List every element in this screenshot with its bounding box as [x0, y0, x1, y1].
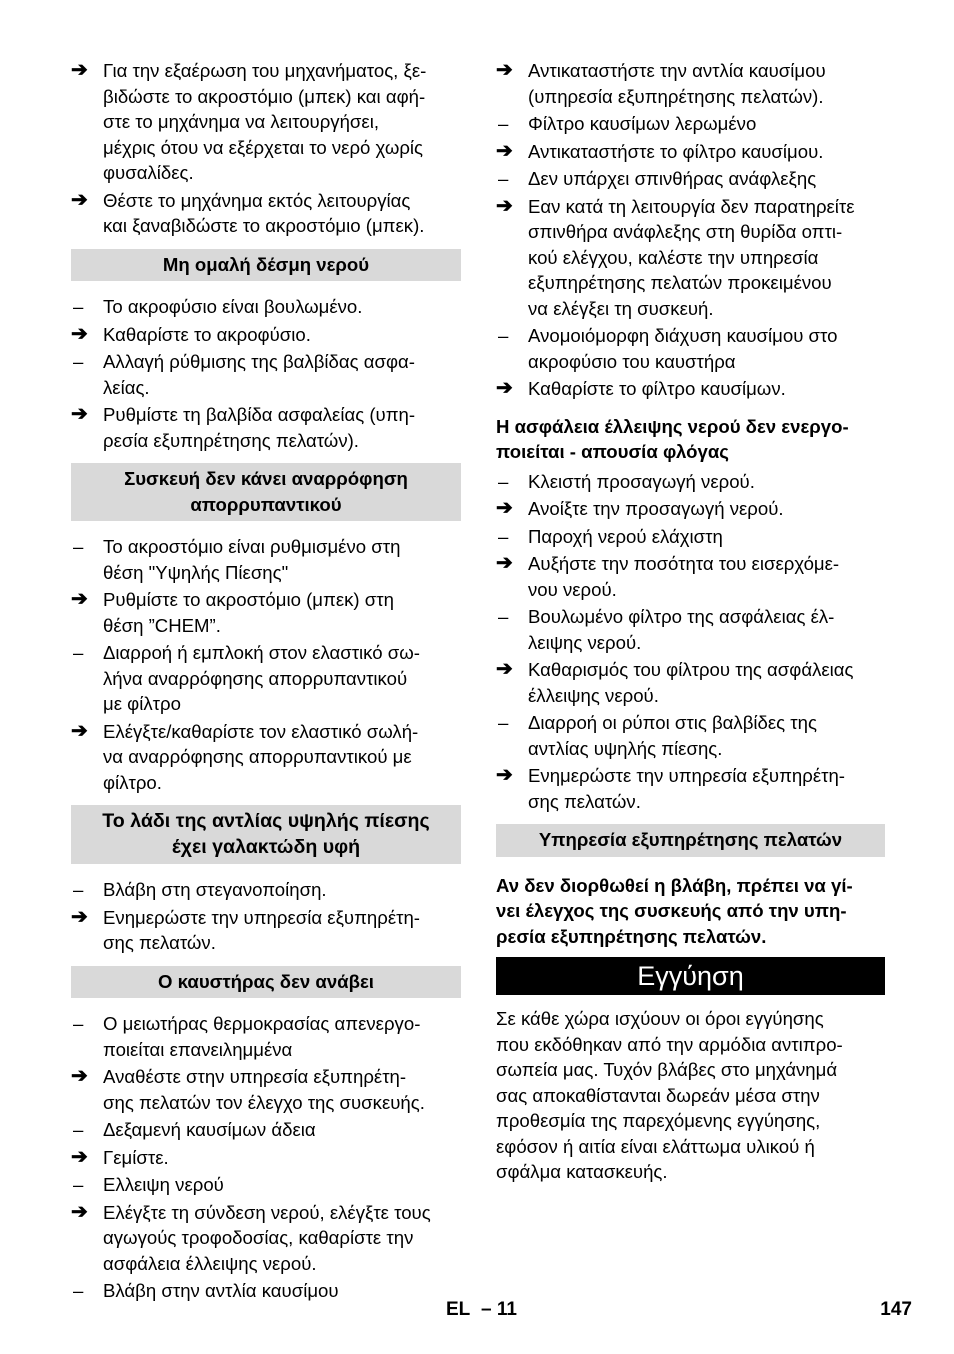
arrow-icon: ➔	[496, 139, 513, 162]
dash-bullet-icon: –	[498, 712, 509, 733]
arrow-icon: ➔	[71, 1145, 88, 1168]
item-text: Καθαρίστε το φίλτρο καυσίμων.	[528, 378, 786, 399]
item-text: Δεξαμενή καυσίμων άδεια	[103, 1119, 316, 1140]
arrow-icon: ➔	[71, 905, 88, 928]
arrow-icon: ➔	[71, 188, 88, 211]
section-heading: Συσκευή δεν κάνει αναρρόφηση απορρυπαντικού	[71, 463, 461, 521]
action-item	[496, 496, 885, 522]
item-text: Βλάβη στη στεγανοποίηση.	[103, 879, 327, 900]
footer-section-page: – 11	[481, 1299, 517, 1320]
arrow-icon: ➔	[71, 322, 88, 345]
item-text: Αντικαταστήστε την αντλία καυσίμου (υπηρεσία εξυπηρέτησης πελατών).	[528, 60, 826, 107]
arrow-icon: ➔	[496, 764, 513, 786]
fault-item	[71, 640, 461, 717]
item-text: Ελέγξτε τη σύνδεση νερού, ελέγξτε τους αγωγούς τροφοδοσίας, καθαρίστε την ασφάλεια έλλειψης νερού.	[103, 1201, 431, 1274]
section-heading: Το λάδι της αντλίας υψηλής πίεσης έχει γαλακτώδη υφή	[71, 805, 461, 864]
dash-bullet-icon: –	[498, 525, 509, 547]
left-column	[71, 58, 461, 1306]
action-item	[71, 58, 461, 186]
item-text: Ανομοιόμορφη διάχυση καυσίμου στο ακροφύσιο του καυστήρα	[528, 325, 838, 372]
item-text: Ενημερώστε την υπηρεσία εξυπηρέτη- σης πελατών.	[103, 906, 420, 953]
item-text: Θέστε το μηχάνημα εκτός λειτουργίας και ξαναβιδώστε το ακροστόμιο (μπεκ).	[103, 189, 425, 236]
item-text: Αναθέστε στην υπηρεσία εξυπηρέτη- σης πελατών τον έλεγχο της συσκευής.	[103, 1066, 425, 1113]
footer-page-number: 147	[880, 1299, 912, 1320]
dash-bullet-icon: –	[73, 1174, 84, 1195]
right-column	[496, 58, 885, 1185]
action-item	[71, 587, 461, 638]
item-text: Αυξήστε την ποσότητα του εισερχόμε- νου νερού.	[528, 553, 840, 600]
fault-item	[71, 294, 461, 320]
fault-item	[71, 1172, 461, 1198]
dash-bullet-icon: –	[73, 642, 84, 663]
section-heading: Ο καυστήρας δεν ανάβει	[71, 966, 461, 999]
item-text: Καθαρισμός του φίλτρου της ασφάλειας έλλειψης νερού.	[528, 659, 854, 706]
arrow-icon: ➔	[71, 1200, 88, 1223]
item-text: Αντικαταστήστε το φίλτρο καυσίμου.	[528, 140, 824, 162]
arrow-icon: ➔	[496, 658, 513, 680]
item-text: Αλλαγή ρύθμισης της βαλβίδας ασφα- λείας.	[103, 351, 415, 398]
arrow-icon: ➔	[496, 59, 513, 81]
item-text: Ελέγξτε/καθαρίστε τον ελαστικό σωλή- να αναρρόφησης απορρυπαντικού με φίλτρο.	[103, 720, 419, 793]
dash-bullet-icon: –	[498, 325, 509, 346]
fault-item	[496, 469, 885, 495]
arrow-icon: ➔	[71, 588, 88, 610]
fault-item	[71, 349, 461, 400]
item-text: Διαρροή ή εμπλοκή στον ελαστικό σω- λήνα αναρρόφησης απορρυπαντικού με φίλτρο	[103, 642, 420, 714]
dash-bullet-icon: –	[498, 113, 509, 134]
action-item	[71, 1064, 461, 1115]
dash-bullet-icon: –	[73, 1119, 84, 1140]
footer-language: EL	[446, 1299, 471, 1320]
item-text: Φίλτρο καυσίμων λερωμένο	[528, 113, 757, 134]
body-paragraph: Σε κάθε χώρα ισχύουν οι όροι εγγύησης που εκδόθηκαν από την αρμόδια αντιπρο- σωπεία μας. Τυχόν βλάβες στο μηχάνημά σας αποκαθίστανται δωρεάν μέσα στην προθεσμία της παρεχόμενης εγγύησης, εφόσον ή αιτία είναι ελάττωμα υλικού ή σφάλμα κατασκευής.	[496, 1008, 843, 1182]
arrow-icon: ➔	[496, 194, 513, 217]
arrow-icon: ➔	[71, 59, 88, 81]
arrow-icon: ➔	[496, 552, 513, 574]
item-text: Παροχή νερού ελάχιστη	[528, 525, 723, 547]
fault-item	[71, 1011, 461, 1062]
item-text: Ανοίξτε την προσαγωγή νερού.	[528, 498, 784, 519]
dash-bullet-icon: –	[498, 470, 509, 492]
dash-bullet-icon: –	[73, 351, 84, 372]
item-text: Για την εξαέρωση του μηχανήματος, ξε- βιδώστε το ακροστόμιο (μπεκ) και αφή- στε το μηχάνημα να λειτουργήσει, μέχρις ότου να εξέρχεται το νερό χωρίς φυσαλίδες.	[103, 60, 427, 183]
dash-bullet-icon: –	[498, 606, 509, 627]
item-text: Ο μειωτήρας θερμοκρασίας απενεργο- ποιείται επανειλημμένα	[103, 1013, 421, 1060]
action-item	[71, 719, 461, 796]
fault-item	[71, 1278, 461, 1304]
item-text: Ενημερώστε την υπηρεσία εξυπηρέτη- σης πελατών.	[528, 765, 845, 812]
fault-item	[496, 524, 885, 550]
action-item	[496, 139, 885, 165]
fault-item	[71, 877, 461, 903]
action-item	[71, 905, 461, 956]
item-text: Γεμίστε.	[103, 1146, 169, 1168]
action-item	[71, 188, 461, 239]
dash-bullet-icon: –	[73, 296, 84, 317]
section-heading: Υπηρεσία εξυπηρέτησης πελατών	[496, 824, 885, 857]
action-item	[71, 402, 461, 453]
sub-heading: Η ασφάλεια έλλειψης νερού δεν ενεργο- ποιείται - απουσία φλόγας	[496, 415, 849, 462]
fault-item	[496, 111, 885, 137]
item-text: Εαν κατά τη λειτουργία δεν παρατηρείτε σπινθήρα ανάφλεξης στη θυρίδα οπτι- κού ελέγχου, καλέστε την υπηρεσία εξυπηρέτησης πελατών προκειμένου να ελέγξει τη συσκευή.	[528, 195, 855, 319]
fault-item	[71, 1117, 461, 1143]
item-text: Δεν υπάρχει σπινθήρας ανάφλεξης	[528, 168, 817, 189]
arrow-icon: ➔	[496, 377, 513, 399]
section-title: Εγγύηση	[496, 957, 885, 995]
action-item	[496, 58, 885, 109]
action-item	[71, 322, 461, 348]
action-item	[71, 1200, 461, 1277]
dash-bullet-icon: –	[73, 536, 84, 557]
item-text: Καθαρίστε το ακροφύσιο.	[103, 323, 311, 345]
fault-item	[496, 710, 885, 761]
arrow-icon: ➔	[496, 497, 513, 519]
item-text: Διαρροή οι ρύποι στις βαλβίδες της αντλίας υψηλής πίεσης.	[528, 712, 817, 759]
item-text: Ρυθμίστε το ακροστόμιο (μπεκ) στη θέση ”CHEM”.	[103, 589, 394, 636]
item-text: Ελλειψη νερού	[103, 1174, 224, 1195]
section-heading: Μη ομαλή δέσμη νερού	[71, 249, 461, 282]
fault-item	[496, 604, 885, 655]
notice-paragraph: Αν δεν διορθωθεί η βλάβη, πρέπει να γί- νει έλεγχος της συσκευής από την υπη- ρεσία εξυπηρέτησης πελατών.	[496, 874, 853, 947]
item-text: Κλειστή προσαγωγή νερού.	[528, 470, 755, 492]
arrow-icon: ➔	[71, 1065, 88, 1087]
action-item	[496, 657, 885, 708]
dash-bullet-icon: –	[498, 168, 509, 189]
action-item	[496, 376, 885, 402]
action-item	[71, 1145, 461, 1171]
dash-bullet-icon: –	[73, 1013, 84, 1034]
item-text: Το ακροφύσιο είναι βουλωμένο.	[103, 296, 363, 317]
action-item	[496, 194, 885, 322]
fault-item	[71, 534, 461, 585]
dash-bullet-icon: –	[73, 879, 84, 900]
arrow-icon: ➔	[71, 403, 88, 425]
action-item	[496, 551, 885, 602]
item-text: Ρυθμίστε τη βαλβίδα ασφαλείας (υπη- ρεσία εξυπηρέτησης πελατών).	[103, 404, 416, 451]
item-text: Το ακροστόμιο είναι ρυθμισμένο στη θέση "Υψηλής Πίεσης"	[103, 536, 401, 583]
action-item	[496, 763, 885, 814]
item-text: Βουλωμένο φίλτρο της ασφάλειας έλ- λειψης νερού.	[528, 606, 835, 653]
item-text: Βλάβη στην αντλία καυσίμου	[103, 1280, 339, 1301]
fault-item	[496, 166, 885, 192]
dash-bullet-icon: –	[73, 1280, 84, 1301]
fault-item	[496, 323, 885, 374]
arrow-icon: ➔	[71, 719, 88, 742]
